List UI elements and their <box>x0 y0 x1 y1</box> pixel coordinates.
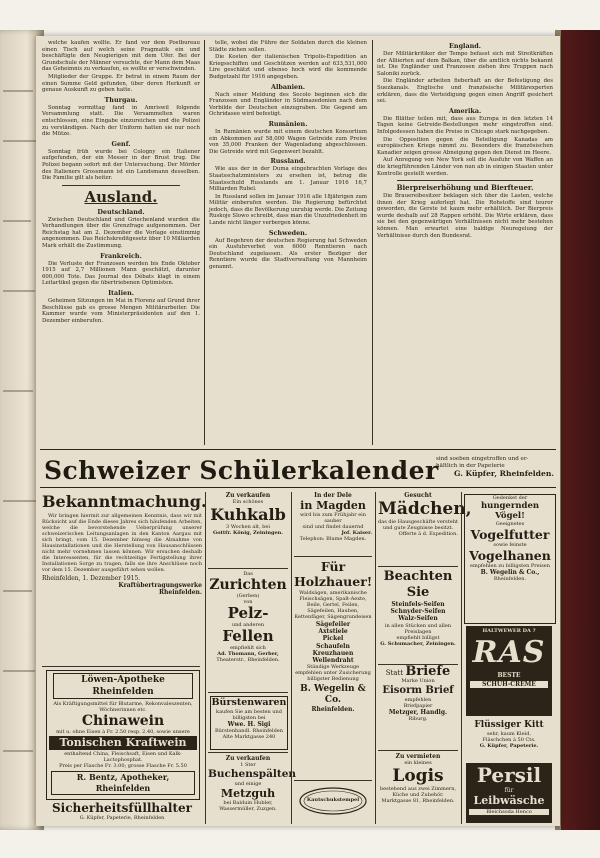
heading-genf: Genf. <box>111 139 131 148</box>
newspaper-page <box>36 36 560 826</box>
paragraph: Nach einer Meldung des Secolo beginnen sich die Franzosen und Engländer in Südmazedonien nach dem Vorbilde der Deutschen einzugraben. Die Gegend am Ochridasee wird befestigt. <box>209 91 367 118</box>
paragraph: Auf Begehren der deutschen Regierung hat Schweden ein Ausfuhrverbot von 6000 Renntieren nach Deutschland zugelassen. Als erster Bezüger der Renntiere wurde die Stadtverwaltung von Mannheim genannt. <box>209 237 367 271</box>
ad-buchenspaelten: Zu verkaufen 1 Ster Buchenspälten und einige Metzguh bei Balduin Hubler, Wassermüller, Zuzgen. <box>208 755 297 813</box>
ad-fluessiger-kitt: Flüssiger Kitt sehr, kaum Kleid, Fläschchen à 50 Cts. G. Küpfer, Papeterie. <box>474 720 544 749</box>
ad-loewen-apotheke: Löwen-Apotheke Rheinfelden Als Kräftigungsmittel für Blutarme, Rekonvaleszenten, Wöchnerinnen etc. Chinawein mit u. ohne Eisen à Fr. 2.50 resp. 2.40, sowie unsere Tonischen Kraftwein enthaltend China, Fleischsaft, Eisen und Kalk-Lactophosphat. Preis per Flasche Fr. 3.00; grosse Flasche Fr. 5.50 R. Bentz, Apotheker, Rheinfelden <box>46 670 200 800</box>
ad-briefe: Statt Briefe Marke Union Eisorm Brief empfehlen Briefpapier Metzger, Handlg. Riburg. <box>382 664 454 723</box>
ras-logo: RAS <box>472 635 546 670</box>
paragraph: Die Verluste der Franzosen werden bis Ende Oktober 1915 auf 2,7 Millionen Mann geschätzt, darunter 600,000 Tote. Das Journal des Débats klagt in einem Leitartikel gegen die übertriebenen Optimisten. <box>42 260 200 287</box>
banner-side-text: sind soeben eingetroffen und er- hältlich in der Papeterie G. Küpfer, Rheinfelden. <box>436 456 554 478</box>
paragraph: Wie aus der in der Duma eingebrachten Vorlage des Staatsschatzministers zu ersehen ist, betrug die Staatsschuld Russlands am 1. Januar 1916 16,7 Milliarden Rubel. <box>209 166 367 193</box>
book-cover <box>555 30 600 830</box>
ad-bekanntmachung: Bekanntmachung. Wir bringen hiermit zur allgemeinen Kenntnis, dass wir mit Rücksicht auf die Ende dieses Jahres sich häufenden Arbeiten, welche die bevorstehende Ueberprüfung unserer schweizerischen Leitungsanlagen in den Kanton Aargau mit sich bringt, vom 15. Dezember hinweg die Abnahme von Hausinstallationen und die Herstellung von Hausanschlüssen nicht mehr vornehmen lassen können. Wir ersuchen deshalb die Interessenten, für die rechtzeitige Fertigstellung ihrer Installationen Sorge zu tragen, falls sie ihre Anschlüsse noch vor dem 15. Dezember ausgeführt sehen wollen. Rheinfelden, 1. Dezember 1915. Kraftübertragungswerke Rheinfelden. <box>42 492 207 597</box>
heading-albanien: Albanien. <box>270 82 305 91</box>
heading-schweden: Schweden. <box>268 228 308 237</box>
paragraph: telle, wobei die Führe der Soldaten durch die kleinen Städte ziehen sollen. <box>209 40 367 53</box>
ad-holzhauer: Für Holzhauer! Waldsägen, amerikanische Fleischsägen, Spalt-Aexte, Beile, Gertel, Feilen, Sägefeilen, Hauben, Kettenfäger, Sägengrundeisen Sägefeiler Axtstiele Pickel Schaufeln Kreuzhauen Wellendraht Ständige Werkzeuge empfehlen unter Zusicherung billigster Bedienung B. Wegelin & Co. Rheinfelden. <box>294 559 373 714</box>
ad-zurichten: Das Zurichten (Gerben) von Pelz- und anderen Fellen empfiehlt sich Ad. Thomann, Gerber, Theaterstr., Rheinfelden. <box>209 571 287 663</box>
heading-england: England. <box>449 42 481 50</box>
paragraph: Mitglieder der Gruppe. Er betrat in einem Raum der einen Summe Geld gefunden, über deren Herkunft er genaue Auskunft zu geben hatte. <box>42 73 200 94</box>
paragraph: Zwischen Deutschland und Griechenland wurden die Verhandlungen über die Grenzfrage aufgenommen. Der Reichstag hat am 2. Dezember die Vorlage einstimmig angenommen. Das Reichskreditgesetz über 10 Milliarden Mark erhält die Zustimmung. <box>42 216 200 250</box>
heading-italien: Italien. <box>108 289 134 298</box>
paragraph: Sonntag vormittag fand in Amriswil folgende Versammlung statt. Die Versammelten waren entschlossen, eine Eingabe einzureichen und die Polizei zu verständigen. Nach der Uniform hatten sie nur noch die Mütze. <box>42 104 200 138</box>
heading-amerika: Amerika. <box>448 106 482 115</box>
paragraph: Auf Anregung von New York soll die Ausfuhr von Waffen an die kriegführenden Länder von nun ab in einigen Staaten unter Kontrolle gestellt werden. <box>377 157 553 177</box>
heading-ausland: Ausland. <box>84 187 158 206</box>
column-2 <box>209 40 367 445</box>
ad-kuhkalb: Zu verkaufen Ein schönes Kuhkalb 3 Wochen alt, bei Gottfr. König, Zeiningen. <box>210 492 286 537</box>
ad-magden: In der Dele in Magden wird bis zum Frühjahr ein sauber sind und findet dauernd Jof. Kaiser. Telephon: Blume Magden. <box>299 492 372 543</box>
paragraph: In Rumänien wurde mit einem deutschen Konsortium ein Abkommen auf 58,000 Wagen Getreide zum Preise von 35,000 Franken der Wagenladung abgeschlossen. Die Getreide wird mit Gegenwert bezahlt. <box>209 128 367 155</box>
heading-deutschland: Deutschland. <box>97 207 145 216</box>
paragraph: Die Engländer arbeiten fieberhaft an der Befestigung des Suezkanals. Englische und französische Militärexperten erklären, dass die Verteidigung gegen einen Angriff gesichert sei. <box>377 78 553 105</box>
column-1 <box>42 40 200 445</box>
heading-thurgau: Thurgau. <box>104 95 138 104</box>
paragraph: Die Kosten der italienischen Tripolis-Expedition an Kriegsschiffen und Geschützen werden auf 633,531,000 Lire geschätzt und ebenso hoch wird die kommende Budgetzahl für 1916 angegeben. <box>209 54 367 80</box>
heading-frankreich: Frankreich. <box>100 251 142 260</box>
heading-russland: Russland. <box>270 157 306 166</box>
paragraph: Sonntag früh wurde bei Cologny ein Italiener aufgefunden, der ein Messer in der Brust trug. Die Polizei begann sofort mit der Untersuchung. Der Mörder des Italieners Grossmann ist ein Landsmann desselben. Die Familie gilt als heiter. <box>42 148 200 182</box>
ad-fuellhalter: Sicherheitsfüllhalter G. Küpfer, Papeterie, Rheinfelden <box>52 801 192 821</box>
heading-bierpreis: Bierpreiserhöhung und Bierfteuer. <box>396 183 534 193</box>
column-3 <box>377 40 553 445</box>
ad-seifen: Beachten Sie Steinfels-Seifen Schnyder-Seifen Walz-Seifen in allen Stücken und allen Preislagen empfiehlt billigst G. Schumacher, Zeiningen. <box>380 569 456 647</box>
ad-persil: Persil für Leibwäsche Bleichsoda Henco <box>466 763 552 823</box>
paragraph: Die Blätter teilen mit, dass aus Europa in den letzten 14 Tagen keine Getreide-Bestellungen mehr eingetroffen sind. Infolgedessen haben die Preise in Chicago stark nachgegeben. <box>377 115 553 135</box>
ad-buerstenwaren: Bürstenwaren kaufen Sie am besten und billigsten bei Wwe. H. Sigi Bürstenhandl. Rheinfelden Alte Marktgasse 240 <box>210 696 288 750</box>
ad-kautschukstempel: Kautschukstempel <box>298 786 368 816</box>
paragraph: Die Opposition gegen die Beteiligung Kanadas am europäischen Kriege nimmt zu. Besonders die französischen Kanadier zeigen grosse Abneigung gegen den Dienst im Heere. <box>377 136 553 156</box>
ad-maedchen: Gesucht Mädchen, das die Hausgeschäfte versteht und gute Zeugnisse besitzt. Offerte à d. Expedition. <box>378 492 472 538</box>
paragraph: Der Militärkritiker der Tempo befasst sich mit Streitkräften der Alliierten auf dem Balkan, über die amtlich nichts bekannt ist. Die Engländer und Franzosen ziehen ihre Truppen nach Saloniki zurück. <box>377 51 553 77</box>
ad-logis: Zu vermieten ein kleines Logis bestehend aus zwei Zimmern, Küche und Zubehör. Marktgasse 81, Rheinfelden. <box>379 753 456 805</box>
paragraph: In Russland sollen im Januar 1916 alle 18jährigen zum Militär einberufen werden. Die Regierung befürchtet jedoch, dass die Bevölkerung unruhig werde. Die Zeitung Ruskoje Slowo schreibt, dass man die Unzufriedenheit im Lande nicht länger verbergen könne. <box>209 193 367 227</box>
schuelerkalender-banner: Schweizer Schülerkalender <box>44 456 439 485</box>
paragraph: welche kaufen wollte. Er fand vor dem Postbureau einen Tisch auf welch seine Pragmatik ein und beschäftigte den Neugierigen mit dem Ufer. Bei der Grundschule der Männer versuchte, der Mann dem Maas das Geheimnis zu verkaufen, es wollte er verschwinden. <box>42 40 200 73</box>
paragraph: Geheimen Sitzungen im Mai in Florenz auf Grund ihrer Beschlüsse gab es grosse Mengen Militärarbeiter. Die Kammer wurde vom Ministerpräsidenten auf den 1. Dezember einberufen. <box>42 298 200 324</box>
heading-rumaenien: Rumänien. <box>268 119 308 128</box>
ad-ras-schuhcreme: HALTWEWER DA ? RAS BESTE SCHUH-CREME <box>466 626 552 716</box>
ad-voegel: Gedenket der hungernden Vögel! Geeignetes Vogelfutter sowie feinste Vogelhanen empfehlen zu billigsten Preisen B. Wegelin & Co., Rheinfelden. <box>464 494 556 624</box>
paragraph: Die Brauereibesitzer beklagen sich über die Lasten, welche ihnen der Krieg auferlegt hat. Die Rohstoffe sind teurer geworden, die Gerste ist kaum mehr erhältlich. Der Bierpreis wurde deshalb auf 28 Rappen erhöht. Die Wirte erklären, dass sie bei den gegenwärtigen Verhältnissen nicht mehr bestehen können. Man erwartet eine baldige Neuregelung der Verhältnisse durch den Bundesrat. <box>377 193 553 239</box>
